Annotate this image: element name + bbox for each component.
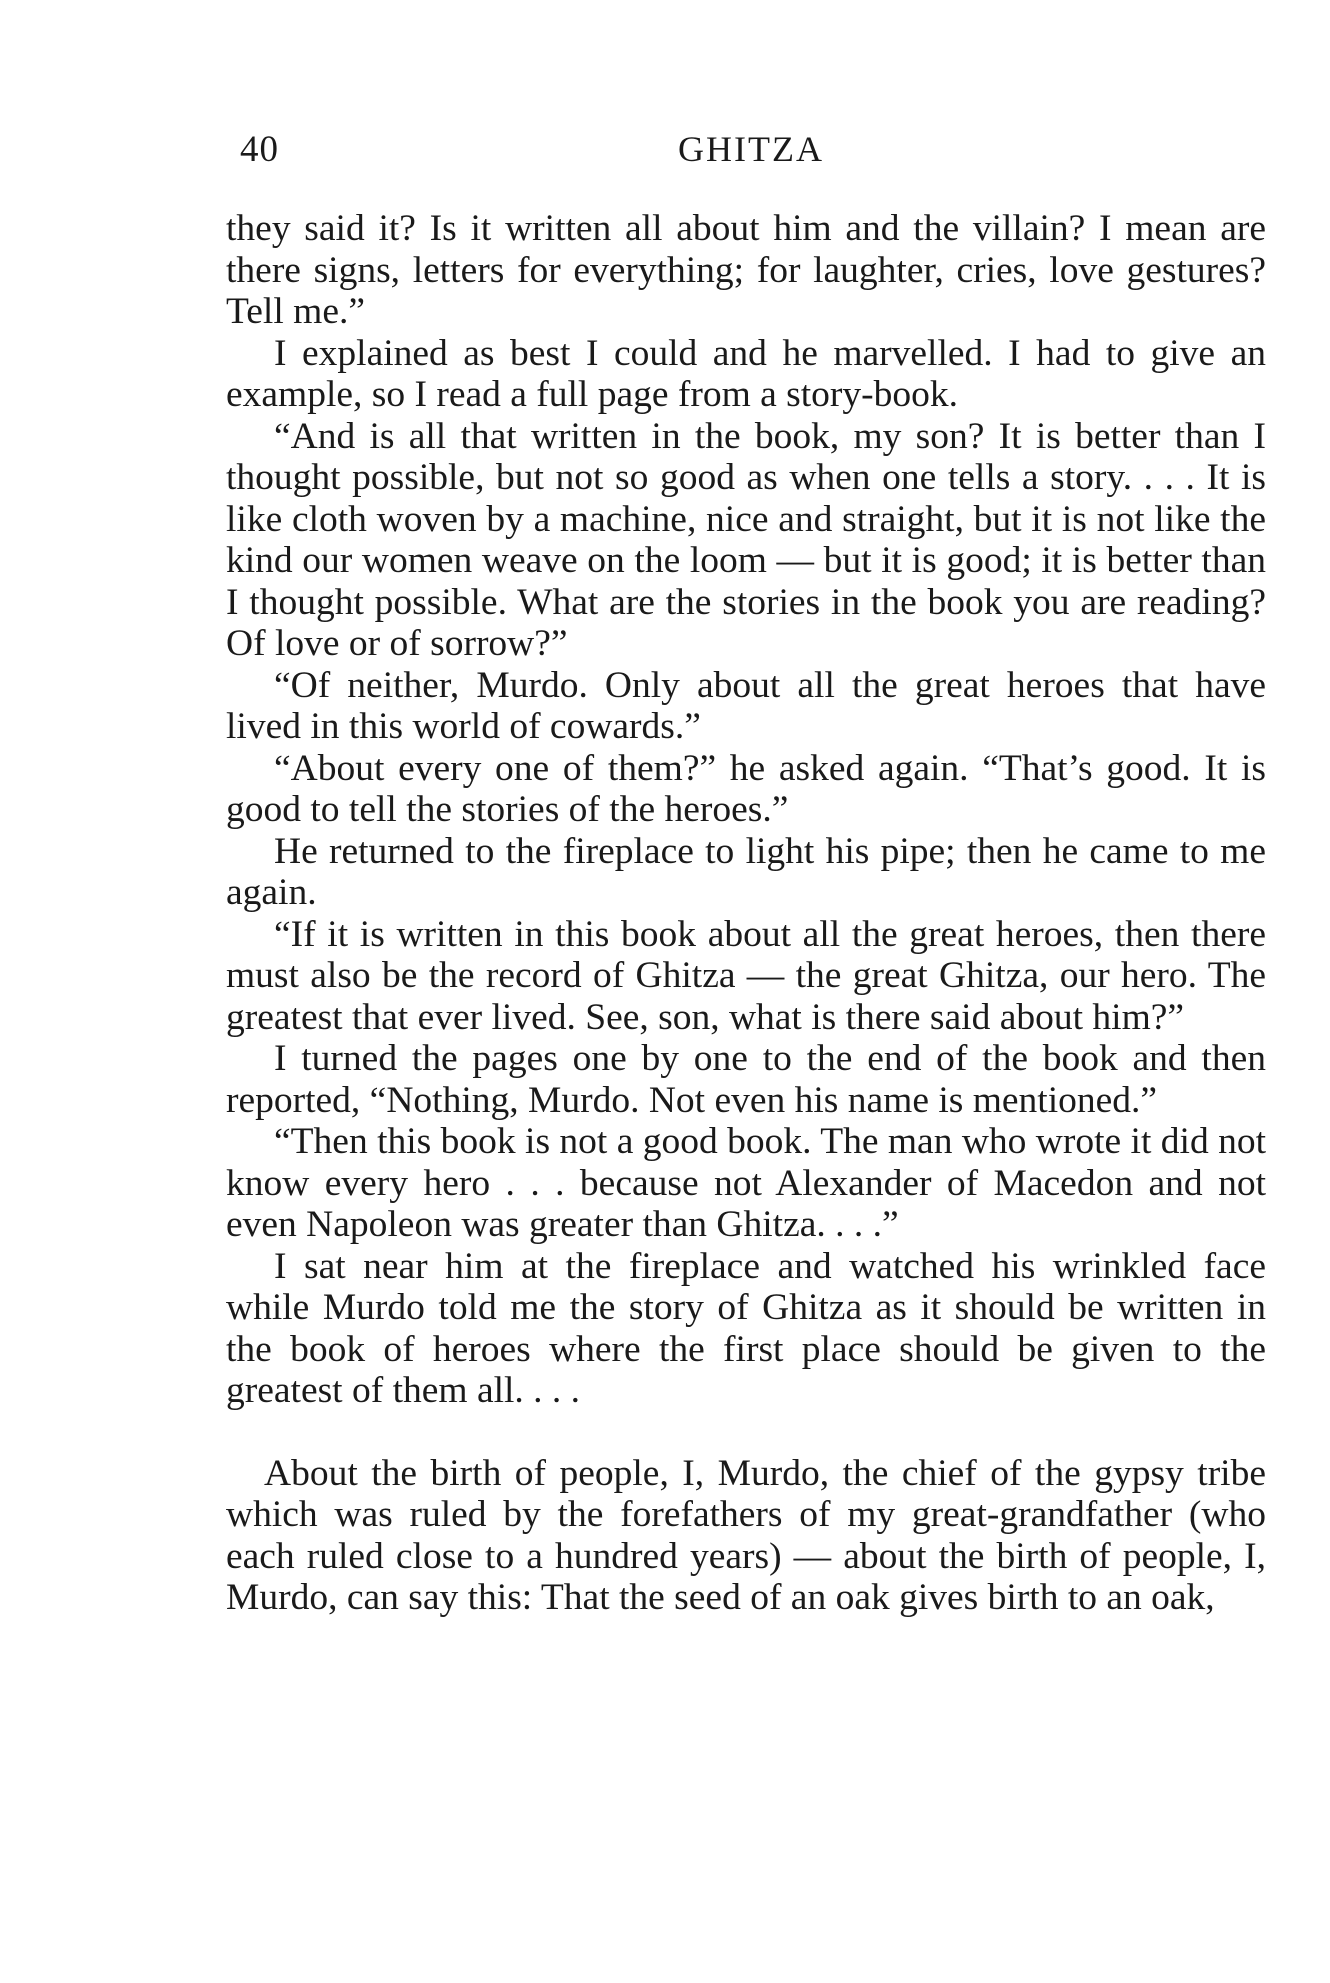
- section-break: [226, 1412, 1266, 1453]
- paragraph: they said it? Is it written all about him and the villain? I mean are there signs, letters for everything; for laughter, cries, love gestures? Tell me.”: [226, 208, 1266, 332]
- paragraph: He returned to the fireplace to light his pipe; then he came to me again.: [226, 830, 1266, 913]
- paragraph: I explained as best I could and he marvelled. I had to give an example, so I read a full page from a story-book.: [226, 332, 1266, 415]
- paragraph: “Then this book is not a good book. The man who wrote it did not know every hero . . . because not Alexander of Macedon and not even Napoleon was greater than Ghitza. . . .”: [226, 1121, 1266, 1245]
- running-head: [0, 128, 1330, 178]
- body-text: [226, 208, 1266, 1619]
- paragraph: “About every one of them?” he asked again. “That’s good. It is good to tell the stories of the heroes.”: [226, 747, 1266, 830]
- paragraph: “Of neither, Murdo. Only about all the great heroes that have lived in this world of cowards.”: [226, 664, 1266, 747]
- paragraph: “And is all that written in the book, my son? It is better than I thought possible, but not so good as when one tells a story. . . . It is like cloth woven by a machine, nice and straight, but it is not like the kind our women weave on the loom — but it is good; it is better than I thought possible. What are the stories in the book you are reading? Of love or of sorrow?”: [226, 415, 1266, 664]
- paragraph: “If it is written in this book about all the great heroes, then there must also be the record of Ghitza — the great Ghitza, our hero. The greatest that ever lived. See, son, what is there said about him?”: [226, 913, 1266, 1038]
- running-title: GHITZA: [678, 129, 824, 169]
- page-number: 40: [240, 129, 279, 170]
- paragraph: I turned the pages one by one to the end of the book and then reported, “Nothing, Murdo. Not even his name is mentioned.”: [226, 1038, 1266, 1121]
- paragraph: I sat near him at the fireplace and watched his wrinkled face while Murdo told me the story of Ghitza as it should be written in the book of heroes where the first place should be given to the greatest of them all. . . .: [226, 1245, 1266, 1411]
- section-opening-paragraph: About the birth of people, I, Murdo, the chief of the gypsy tribe which was ruled by the forefathers of my great-grandfather (who each ruled close to a hundred years) — about the birth of people, I, Murdo, can say this: That the seed of an oak gives birth to an oak,: [226, 1452, 1266, 1618]
